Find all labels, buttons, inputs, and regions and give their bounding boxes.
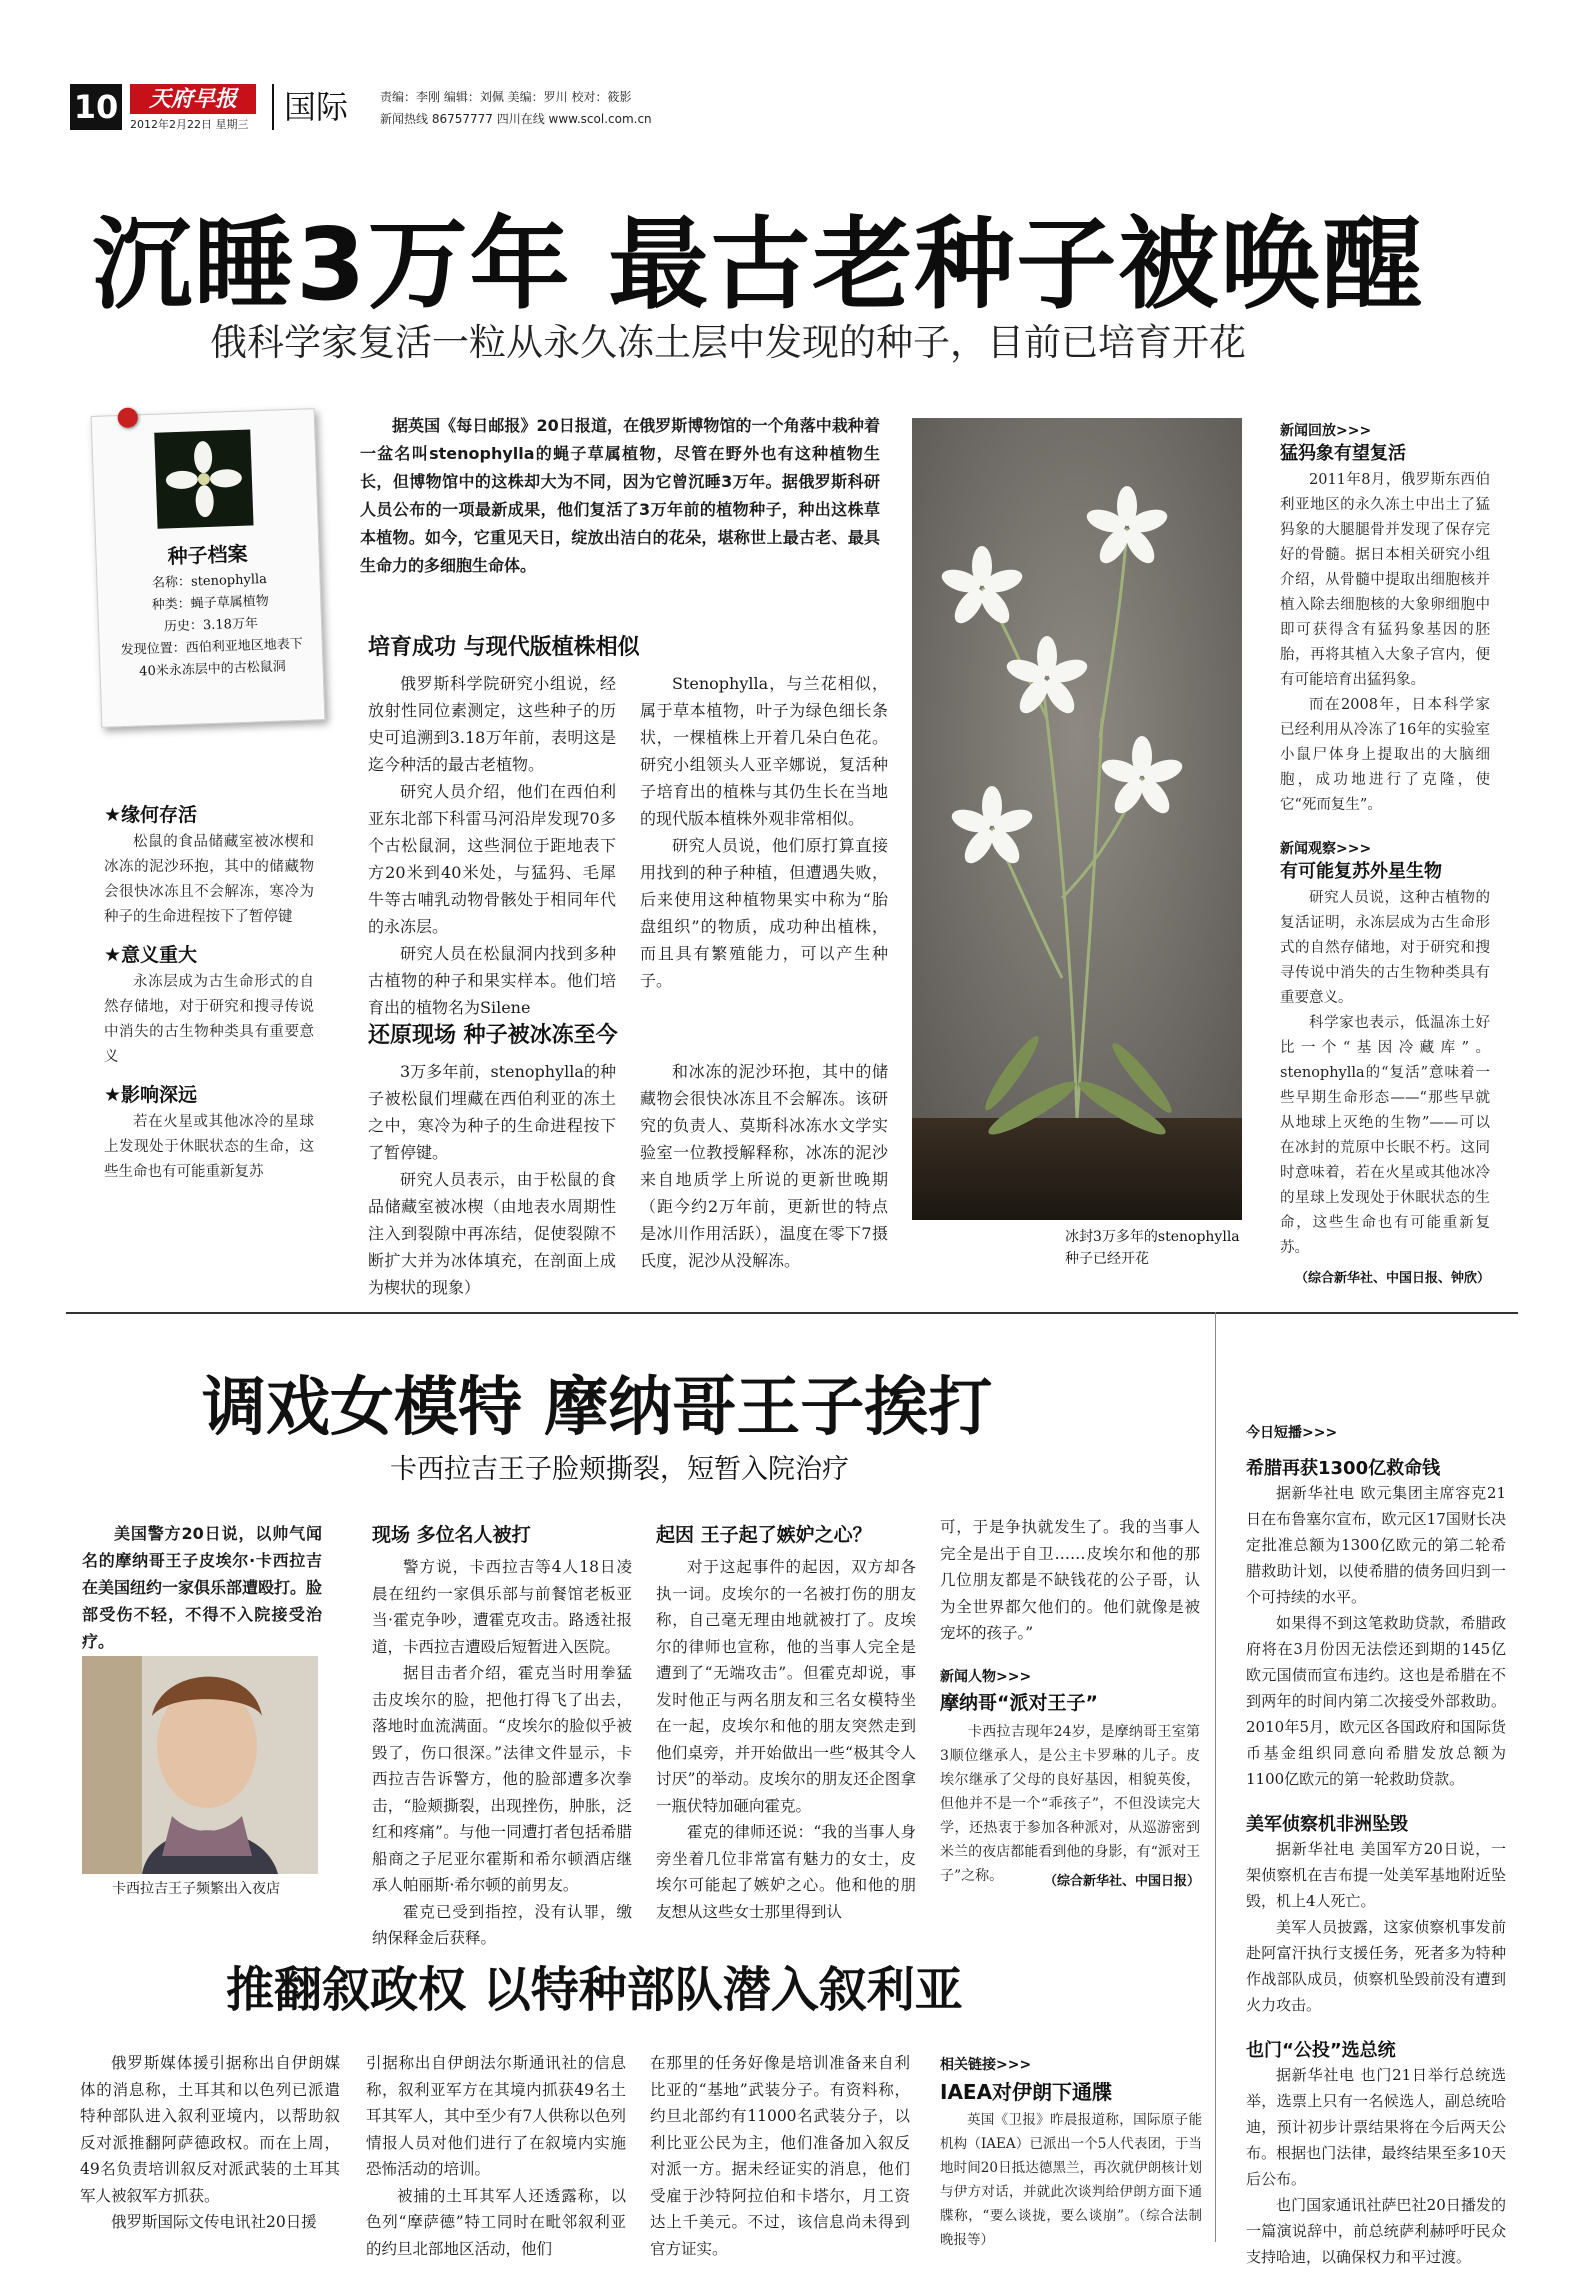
- story2-section2-body: 对于这起事件的起因，双方却各执一词。皮埃尔的一名被打伤的朋友称，自己毫无理由地就被打了。皮埃尔的律师也宣称，他的当事人完全是遭到了“无端攻击”。但霍克却说，事发时他正与两名朋友和三名女模特坐在一起，皮埃尔和他的朋友突然走到他们桌旁，并开始做出一些“极其令人讨厌”的举动。皮埃尔的朋友还企图拿一瓶伏特加砸向霍克。 霍克的律师还说：“我的当事人身旁坐着几位非常富有魅力的女士，皮埃尔可能起了嫉妒之心。他和他的朋友想从这些女士那里得到认: [656, 1558, 916, 1921]
- story2-lead: 美国警方20日说，以帅气闻名的摩纳哥王子皮埃尔·卡西拉吉在美国纽约一家俱乐部遭殴打。脸部受伤不轻，不得不入院接受治疗。: [82, 1524, 323, 1651]
- seed-card-line: 历史：3.18万年: [163, 616, 259, 635]
- related-link-tag: 相关链接>>>: [940, 2057, 1032, 2073]
- news-people-body: 卡西拉吉现年24岁，是摩纳哥王室第3顺位继承人，是公主卡罗琳的儿子。皮埃尔继承了父母的良好基因，相貌英俊，但他并不是一个“乖孩子”，不但没读完大学，还热衷于参加各种派对，从巡游密到米兰的夜店都能看到他的身影，有“派对王子”之称。: [940, 1724, 1200, 1884]
- story2-headline: 调戏女模特 摩纳哥王子挨打: [202, 1371, 993, 1445]
- seed-card-line: 发现位置：西伯利亚地区地表下40米永冻层中的古松鼠洞: [120, 636, 303, 680]
- sidebar-left-body: 若在火星或其他冰冷的星球上发现处于休眠状态的生命，这些生命也有可能重新复苏: [104, 1114, 314, 1180]
- story1-headline: 沉睡3万年 最古老种子被唤醒: [92, 206, 1425, 323]
- news-watch-tag: 新闻观察>>>: [1280, 841, 1372, 857]
- news-people-title: 摩纳哥“派对王子”: [940, 1692, 1098, 1714]
- brief-title: 美军侦察机非洲坠毁: [1246, 1814, 1408, 1835]
- sidebar-left: [104, 800, 314, 1185]
- newspaper-logo: 天府早报: [130, 84, 256, 114]
- prince-photo: [82, 1656, 318, 1874]
- story1-section1-col2: Stenophylla，与兰花相似，属于草本植物，叶子为绿色细长条状，一棵植株上开着几朵白色花。研究小组领头人亚辛娜说，复活种子培育出的植株与其仍生长在当地的现代版本植株外观非常相似。 研究人员说，他们原打算直接用找到的种子种植，但遭遇失败，后来使用这种植物果实中称为“胎盘组织”的物质，成功种出植株，而且具有繁殖能力，可以产生种子。: [640, 674, 888, 990]
- brief-title: 也门“公投”选总统: [1246, 2040, 1396, 2061]
- news-replay-tag: 新闻回放>>>: [1280, 423, 1372, 439]
- story2-section1-body: 警方说，卡西拉吉等4人18日凌晨在纽约一家俱乐部与前餐馆老板亚当·霍克争吵，遭霍克攻击。路透社报道，卡西拉吉遭殴后短暂进入医院。 据目击者介绍，霍克当时用拳猛击皮埃尔的脸，把他打得飞了出去，落地时血流满面。“皮埃尔的脸似乎被毁了，伤口很深。”法律文件显示，卡西拉吉告诉警方，他的脸部遭多次拳击，“脸颊撕裂，出现挫伤，肿胀，泛红和疼痛”。与他一同遭打者包括希腊船商之子尼亚尔霍斯和希尔顿酒店继承人帕丽斯·希尔顿的前男友。 霍克已受到指控，没有认罪，缴纳保释金后获释。: [372, 1558, 632, 1947]
- issue-date: 2012年2月22日 星期三: [130, 118, 249, 131]
- news-replay-body: 2011年8月，俄罗斯东西伯利亚地区的永久冻土中出土了猛犸象的大腿腿骨并发现了保存完好的骨髓。据日本相关研究小组介绍，从骨髓中提取出细胞核并植入除去细胞核的大象卵细胞中即可获得含有猛犸象基因的胚胎，再将其植入大象子宫内，便有可能培育出猛犸象。 而在2008年，日本科学家已经利用从冷冻了16年的实验室小鼠尸体身上提取出的大脑细胞，成功地进行了克隆，使它“死而复生”。: [1280, 472, 1490, 813]
- story3-col2: 引据称出自伊朗法尔斯通讯社的信息称，叙利亚军方在其境内抓获49名土耳其军人，其中至少有7人供称以色列情报人员对他们进行了在叙境内实施恐怖活动的培训。 被捕的土耳其军人还透露称，以色列“摩萨德”特工同时在毗邻叙利亚的约旦北部地区活动，他们: [366, 2054, 626, 2258]
- sidebar-left-body: 永冻层成为古生命形式的自然存储地，对于研究和搜寻传说中消失的古生物种类具有重要意义: [104, 974, 314, 1065]
- briefs-tag: 今日短播>>>: [1246, 1425, 1338, 1441]
- story1-lead: 据英国《每日邮报》20日报道，在俄罗斯博物馆的一个角落中栽种着一盆名叫stenophylla的蝇子草属植物，尽管在野外也有这种植物生长，但博物馆中的这株却大为不同，因为它曾沉睡3万年。据俄罗斯科研人员公布的一项最新成果，他们复活了3万年前的植物种子，种出这株草本植物。如今，它重见天日，绽放出洁白的花朵，堪称世上最古老、最具生命力的多细胞生命体。: [360, 416, 880, 575]
- plant-photo: [912, 418, 1242, 1220]
- seed-card-line: 种类：蝇子草属植物: [151, 593, 269, 613]
- sidebar-left-title: ★影响深远: [104, 1084, 198, 1106]
- story1-section2-title: 还原现场 种子被冰冻至今: [368, 1023, 618, 1048]
- staff-credits: 责编：李刚 编辑：刘佩 美编：罗川 校对：筱影: [380, 90, 632, 104]
- section-name: 国际: [272, 84, 372, 130]
- seed-card-line: 名称：stenophylla: [151, 571, 268, 591]
- plant-photo-caption: 冰封3万多年的stenophylla种子已经开花: [1065, 1229, 1240, 1267]
- seed-flower-photo: [154, 429, 253, 528]
- sidebar-right-source: （综合新华社、中国日报、钟欣）: [1294, 1271, 1490, 1286]
- hotline: 新闻热线 86757777 四川在线 www.scol.com.cn: [380, 112, 652, 126]
- sidebar-left-body: 松鼠的食品储藏室被冰楔和冰冻的泥沙环抱，其中的储藏物会很快冰冻且不会解冻，寒冷为种子的生命进程按下了暂停键: [104, 834, 314, 925]
- news-watch-body: 研究人员说，这种古植物的复活证明，永冻层成为古生命形式的自然存储地，对于研究和搜寻传说中消失的古生物种类具有重要意义。 科学家也表示，低温冻土好比一个“基因冷藏库”。stenophylla的“复活”意味着一些早期生命形态——“那些早就从地球上灭绝的生物”——可以在冰封的荒原中长眠不朽。这同时意味着，若在火星或其他冰冷的星球上发现处于休眠状态的生命，这些生命也有可能重新复苏。: [1280, 890, 1490, 1256]
- news-people-tag: 新闻人物>>>: [940, 1669, 1032, 1685]
- related-link-body: 英国《卫报》昨晨报道称，国际原子能机构（IAEA）已派出一个5人代表团，于当地时间20日抵达德黑兰，再次就伊朗核计划与伊方对话，并就此次谈判给伊朗方面下通牒称，“要么谈拢，要么谈崩”。（综合法制晚报等）: [940, 2112, 1202, 2248]
- news-watch-title: 有可能复苏外星生物: [1280, 861, 1442, 882]
- briefs-column: [1246, 1422, 1506, 2270]
- story3-col1: 俄罗斯媒体援引据称出自伊朗媒体的消息称，土耳其和以色列已派遣特种部队进入叙利亚境内，以帮助叙反对派推翻阿萨德政权。而在上周，49名负责培训叙反对派武装的土耳其军人被叙军方抓获。 俄罗斯国际文传电讯社20日援: [80, 2054, 340, 2231]
- brief-body: 据新华社电 美国军方20日说，一架侦察机在吉布提一处美军基地附近坠毁，机上4人死亡。 美军人员披露，这家侦察机事发前赴阿富汗执行支援任务，死者多为特种作战部队成员，侦察机坠毁前没有遭到火力攻击。: [1246, 1840, 1506, 2014]
- story1-section2-col2: 和冰冻的泥沙环抱，其中的储藏物会很快冰冻且不会解冻。该研究的负责人、莫斯科冰冻水文学实验室一位教授解释称，冰冻的泥沙来自地质学上所说的更新世晚期（距今约2万年前，更新世的特点是冰川作用活跃），温度在零下7摄氏度，泥沙从没解冻。: [640, 1062, 888, 1270]
- brief-title: 希腊再获1300亿救命钱: [1246, 1458, 1441, 1479]
- pushpin-icon: [117, 407, 138, 428]
- related-link-title: IAEA对伊朗下通牒: [940, 2080, 1113, 2104]
- sidebar-right: [1280, 420, 1490, 1286]
- story2-section2-title: 起因 王子起了嫉妒之心？: [656, 1524, 872, 1546]
- story1-section1-col1: 俄罗斯科学院研究小组说，经放射性同位素测定，这些种子的历史可追溯到3.18万年前，表明这是迄今种活的最古老植物。 研究人员介绍，他们在西伯利亚东北部下科雷马河沿岸发现70多个古松鼠洞，这些洞位于距地表下方20米到40米处，与猛犸、毛犀牛等古哺乳动物骨骸处于相同年代的永冻层。 研究人员在松鼠洞内找到多种古植物的种子和果实样本。他们培育出的植物名为Silene: [368, 674, 616, 1017]
- section-divider: [66, 1312, 1518, 1314]
- story1-subheadline: 俄科学家复活一粒从永久冻土层中发现的种子，目前已培育开花: [210, 321, 1246, 364]
- prince-photo-caption: 卡西拉吉王子频繁出入夜店: [112, 1881, 280, 1897]
- masthead: [70, 84, 1520, 134]
- page-number: 10: [70, 84, 122, 130]
- story3-col3: 在那里的任务好像是培训准备来自利比亚的“基地”武装分子。有资料称，约旦北部约有11000名武装分子，以利比亚公民为主，他们准备加入叙反对派一方。据未经证实的消息，他们受雇于沙特阿拉伯和卡塔尔，月工资达上千美元。不过，该信息尚未得到官方证实。: [650, 2054, 910, 2258]
- seed-card-title: 种子档案: [167, 541, 248, 569]
- story2-section2-continued: 可，于是争执就发生了。我的当事人完全是出于自卫……皮埃尔和他的那几位朋友都是不缺钱花的公子哥，认为全世界都欠他们的。他们就像是被宠坏的孩子。”: [940, 1518, 1200, 1642]
- news-replay-title: 猛犸象有望复活: [1280, 443, 1406, 464]
- story1-section1-title: 培育成功 与现代版植株相似: [368, 635, 640, 660]
- story3-headline: 推翻叙政权 以特种部队潜入叙利亚: [226, 1962, 963, 2018]
- sidebar-left-title: ★意义重大: [104, 944, 198, 966]
- brief-body: 据新华社电 也门21日举行总统选举，选票上只有一名候选人，副总统哈迪，预计初步计票结果将在今后两天公布。根据也门法律，最终结果至多10天后公布。 也门国家通讯社萨巴社20日播发的一篇演说辞中，前总统萨利赫呼吁民众支持哈迪，以确保权力和平过渡。: [1246, 2066, 1506, 2266]
- seed-card: [91, 408, 326, 728]
- story2-source: （综合新华社、中国日报）: [1043, 1874, 1200, 1889]
- story2-subheadline: 卡西拉吉王子脸颊撕裂，短暂入院治疗: [390, 1454, 849, 1485]
- brief-body: 据新华社电 欧元集团主席容克21日在布鲁塞尔宣布，欧元区17国财长决定批准总额为1300亿欧元的第二轮希腊救助计划，以使希腊的债务回归到一个可持续的水平。 如果得不到这笔救助贷款，希腊政府将在3月份因无法偿还到期的145亿欧元国债而宣布违约。这也是希腊在不到两年的时间内第二次接受外部救助。2010年5月，欧元区各国政府和国际货币基金组织同意向希腊发放总额为1100亿欧元的第一轮救助贷款。: [1246, 1484, 1506, 1788]
- story1-section2-col1: 3万多年前，stenophylla的种子被松鼠们埋藏在西伯利亚的冻土之中，寒冷为种子的生命进程按下了暂停键。 研究人员表示，由于松鼠的食品储藏室被冰楔（由地表水周期性注入到裂隙中再冻结，促使裂隙不断扩大并为冰体填充，在剖面上成为楔状的现象）: [368, 1062, 616, 1297]
- sidebar-left-title: ★缘何存活: [104, 804, 198, 826]
- briefs-divider: [1215, 1312, 1216, 2242]
- story2-section1-title: 现场 多位名人被打: [372, 1524, 531, 1546]
